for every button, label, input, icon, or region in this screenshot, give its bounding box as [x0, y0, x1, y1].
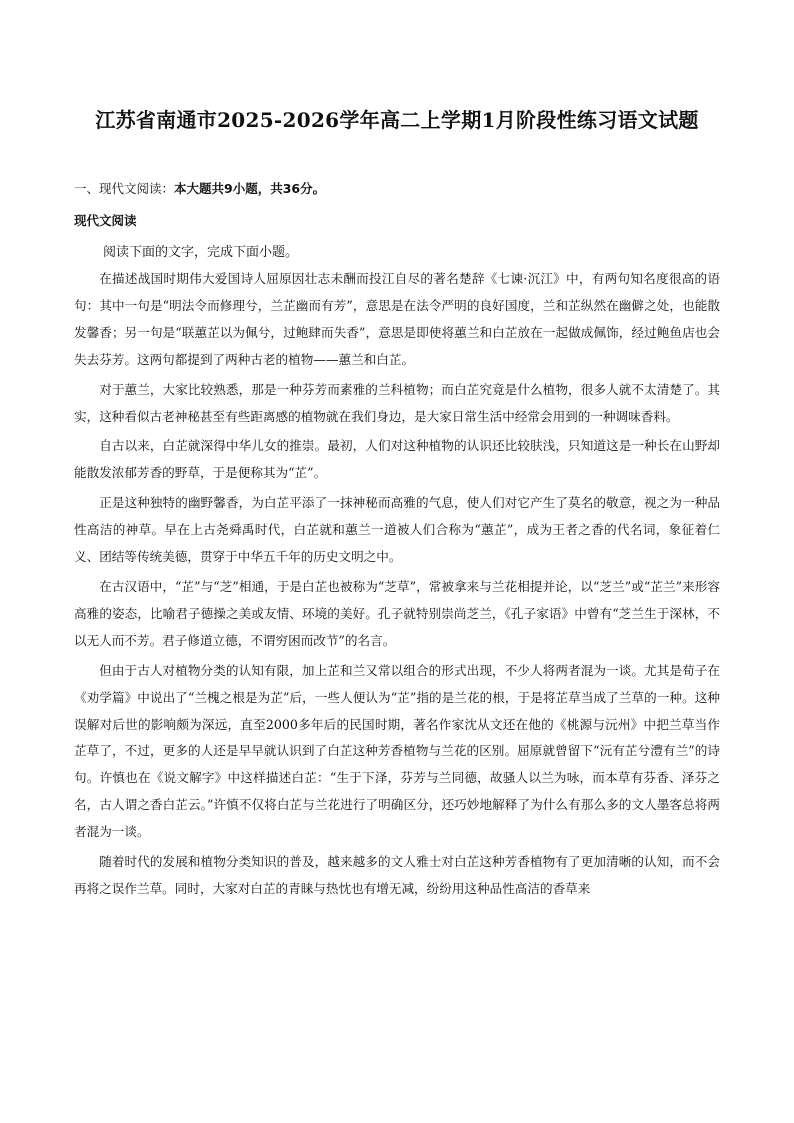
passage-paragraph-4: 正是这种独特的幽野馨香，为白芷平添了一抹神秘而高雅的气息，使人们对它产生了莫名的敬意，视之为一种品性高洁的神草。早在上古尧舜禹时代，白芷就和蕙兰一道被人们合称为“蕙芷”，成为王者之香的代名词，象征着仁义、团结等传统美德，贯穿于中华五千年的历史文明之中。	[74, 495, 720, 565]
passage-paragraph-6: 但由于古人对植物分类的认知有限，加上芷和兰又常以组合的形式出现，不少人将两者混为一谈。尤其是荀子在《劝学篇》中说出了“兰槐之根是为芷”后，一些人便认为“芷”指的是兰花的根，于是将芷草当成了兰草的一种。这种误解对后世的影响颇为深远，直至2000多年后的民国时期，著名作家沈从文还在他的《桃源与沅州》中把兰草当作芷草了，不过，更多的人还是早早就认识到了白芷这种芳香植物与兰花的区别。屈原就曾留下“沅有芷兮澧有兰”的诗句。许慎也在《说文解字》中这样描述白芷：“生于下泽，芬芳与兰同德，故骚人以兰为咏，而本草有芬香、泽芬之名，古人谓之香白芷云。”许慎不仅将白芷与兰花进行了明确区分，还巧妙地解释了为什么有那么多的文人墨客总将两者混为一谈。	[74, 662, 720, 840]
section-heading-prefix: 一、现代文阅读：	[74, 181, 175, 196]
passage-body	[74, 266, 720, 903]
passage-paragraph-1: 在描述战国时期伟大爱国诗人屈原因壮志未酬而投江自尽的著名楚辞《七谏·沉江》中，有两句知名度很高的语句：其中一句是“明法令而修理兮，兰芷幽而有芳”，意思是在法令严明的良好国度，兰和芷纵然在幽僻之处，也能散发馨香；另一句是“联蕙芷以为佩兮，过鲍肆而失香”，意思是即使将蕙兰和白芷放在一起做成佩饰，经过鲍鱼店也会失去芬芳。这两句都提到了两种古老的植物——蕙兰和白芷。	[74, 271, 720, 367]
passage-paragraph-5: 在古汉语中，“芷”与“芝”相通，于是白芷也被称为“芝草”，常被拿来与兰花相提并论，以“芝兰”或“芷兰”来形容高雅的姿态，比喻君子德操之美或友情、环境的美好。孔子就特别崇尚芝兰，《孔子家语》中曾有“芝兰生于深林，不以无人而不芳。君子修道立德，不谓穷困而改节”的名言。	[74, 578, 720, 648]
passage-paragraph-3: 自古以来，白芷就深得中华儿女的推崇。最初，人们对这种植物的认识还比较肤浅，只知道这是一种长在山野却能散发浓郁芳香的野草，于是便称其为“芷”。	[74, 438, 720, 481]
section-heading	[74, 179, 325, 197]
passage-paragraph-2: 对于蕙兰，大家比较熟悉，那是一种芬芳而素雅的兰科植物；而白芷究竟是什么植物，很多人就不太清楚了。其实，这种看似古老神秘甚至有些距离感的植物就在我们身边，是大家日常生活中经常会用到的一种调味香料。	[74, 381, 720, 424]
sub-heading: 现代文阅读	[74, 213, 137, 228]
passage-paragraph-7: 随着时代的发展和植物分类知识的普及，越来越多的文人雅士对白芷这种芳香植物有了更加清晰的认知，而不会再将之误作兰草。同时，大家对白芷的青睐与热忱也有增无减，纷纷用这种品性高洁的香草来	[74, 854, 720, 896]
document-title: 江苏省南通市2025-2026学年高二上学期1月阶段性练习语文试题	[95, 108, 699, 132]
section-heading-detail: 本大题共9小题，共36分。	[174, 181, 326, 196]
reading-instruction: 阅读下面的文字，完成下面小题。	[103, 245, 299, 260]
